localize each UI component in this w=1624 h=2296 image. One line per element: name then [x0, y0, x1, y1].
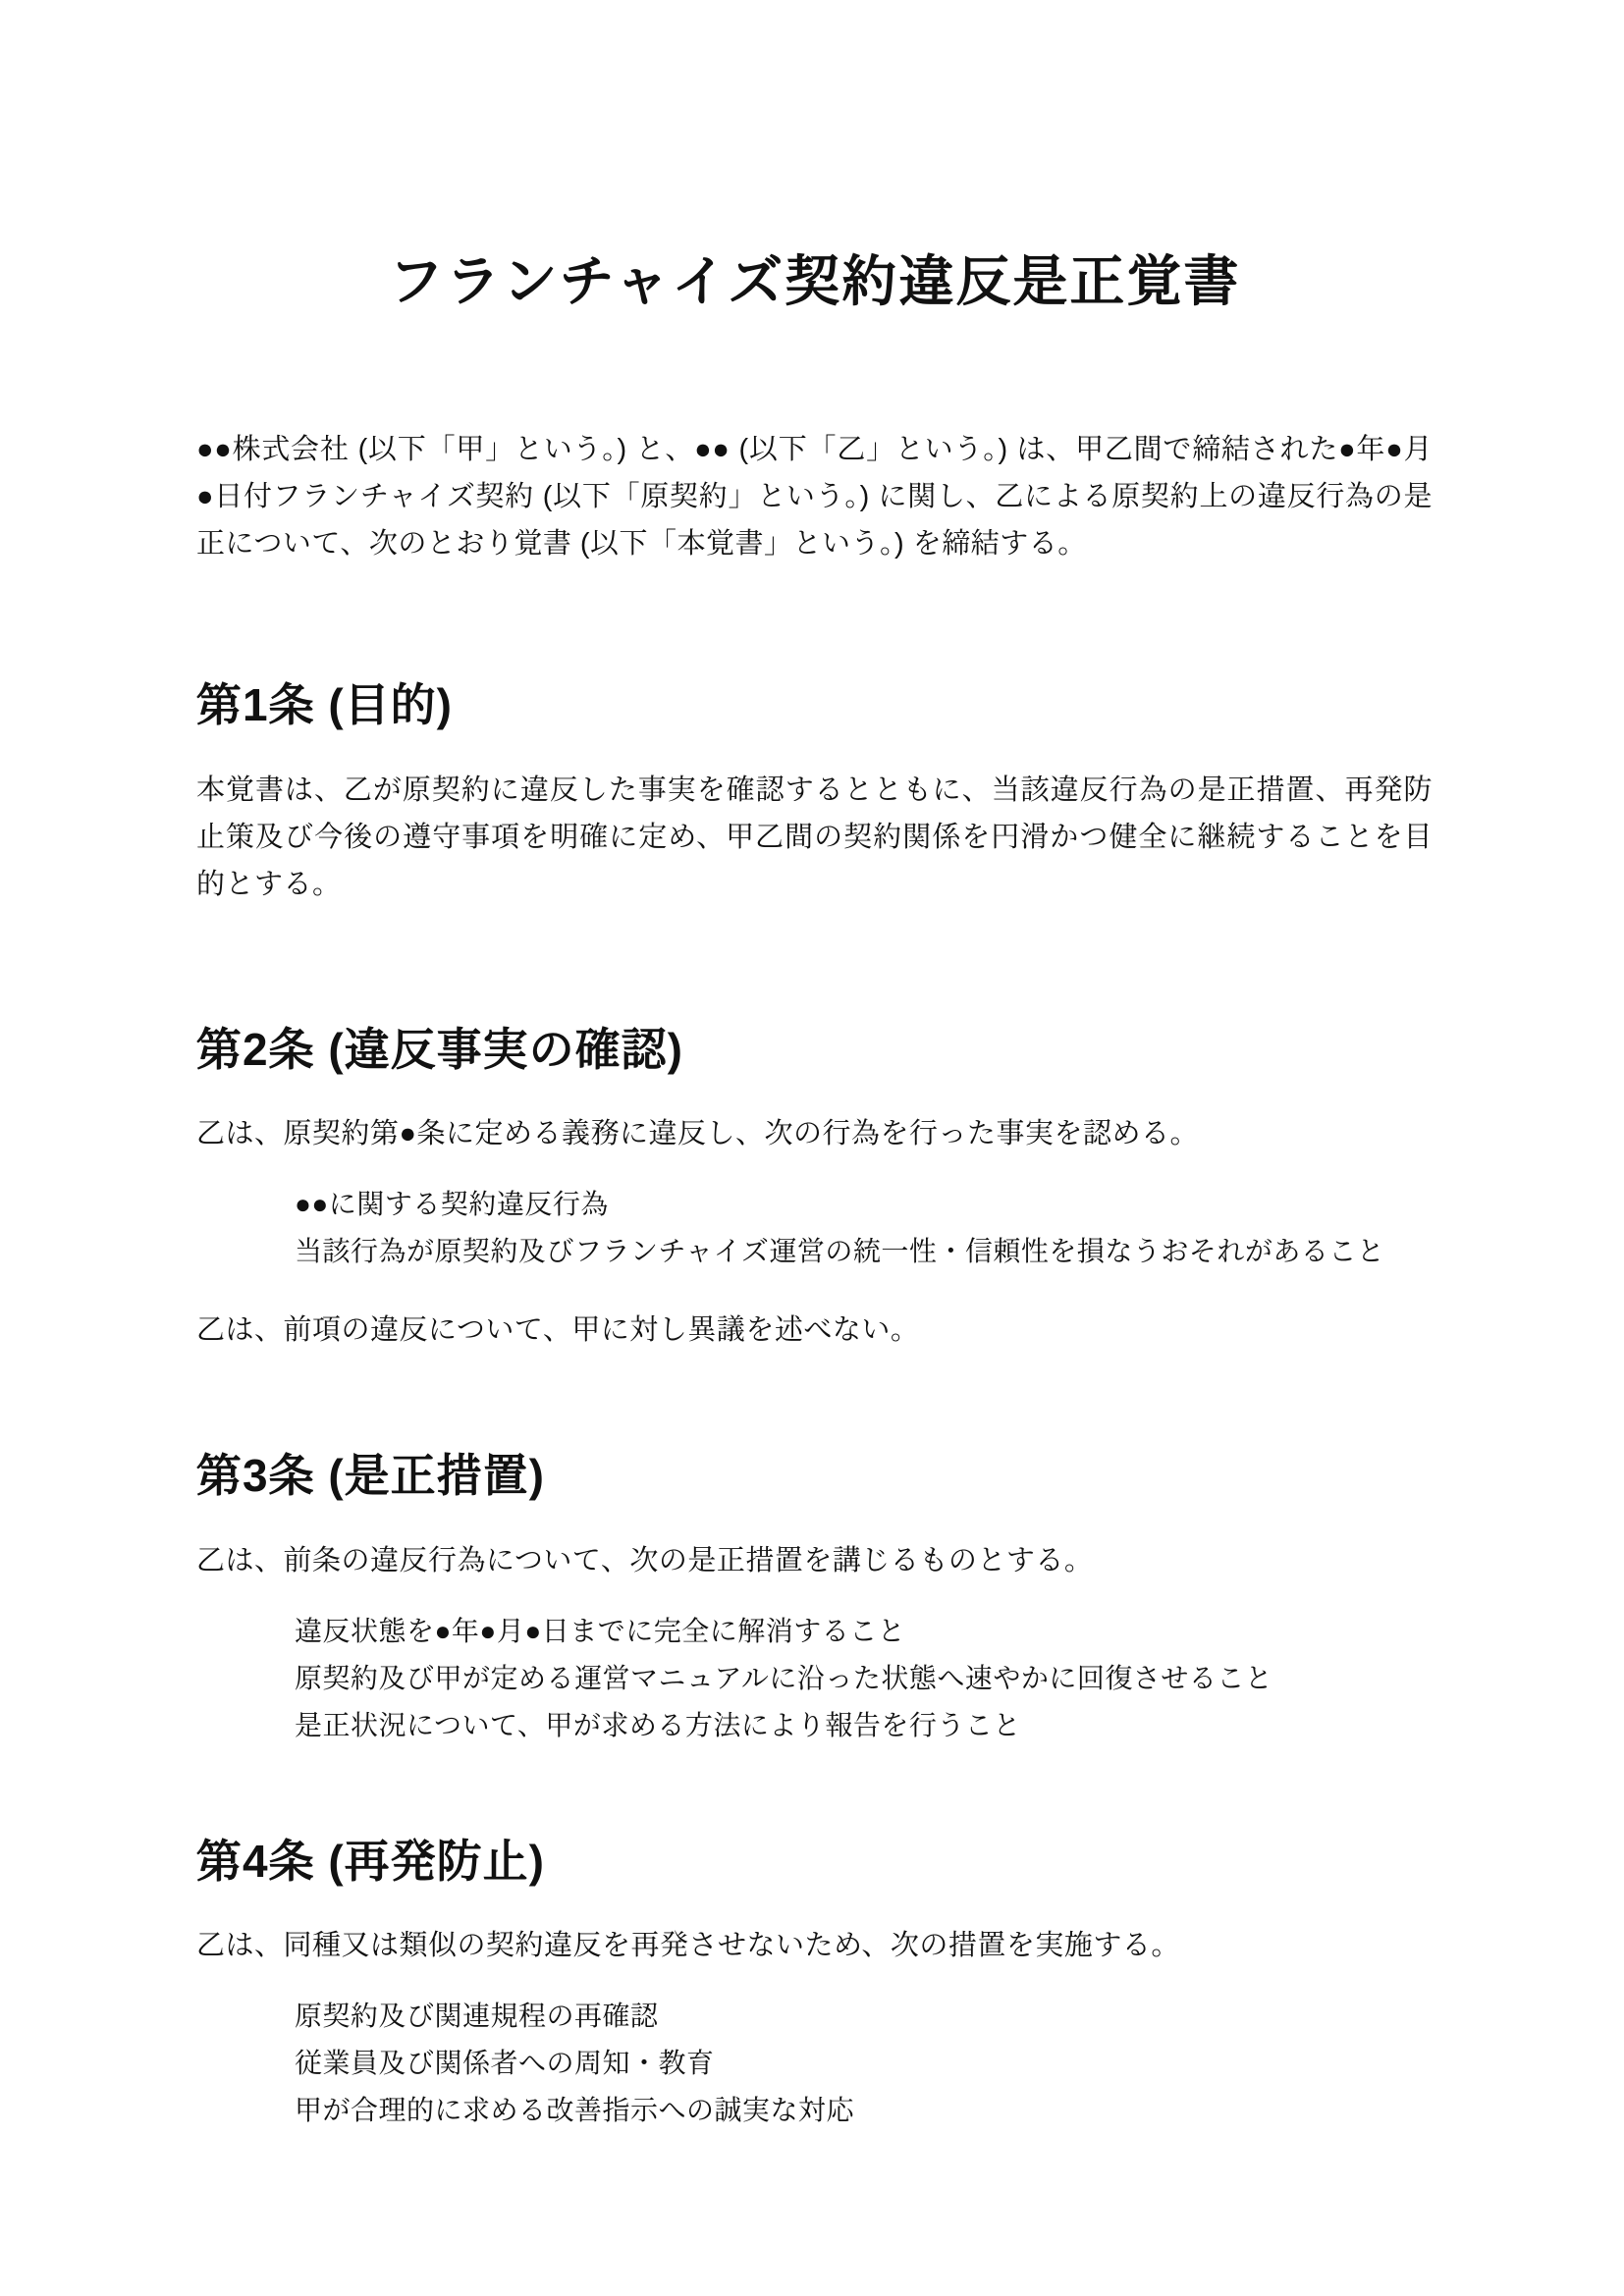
section-4-list-item-3: 甲が合理的に求める改善指示への誠実な対応 [295, 2094, 855, 2125]
section-2-heading: 第2条 (違反事実の確認) [196, 1023, 683, 1075]
section-1-heading: 第1条 (目的) [196, 679, 453, 731]
section-article-2 [196, 1018, 1433, 1354]
section-article-1 [196, 673, 1433, 907]
section-3-heading: 第3条 (是正措置) [196, 1450, 545, 1502]
section-3-paragraph: 乙は、前条の違反行為について、次の是正措置を講じるものとする。 [196, 1544, 1094, 1576]
section-4-list-item-2: 従業員及び関係者への周知・教育 [295, 2047, 715, 2078]
section-2-list [196, 1181, 1433, 1275]
section-2-list-item-1: ●●に関する契約違反行為 [295, 1189, 609, 1220]
section-3-list-item-1: 違反状態を●年●月●日までに完全に解消すること [295, 1615, 906, 1646]
section-1-paragraph: 本覚書は、乙が原契約に違反した事実を確認するとともに、当該違反行為の是正措置、再発防止策及び今後の遵守事項を明確に定め、甲乙間の契約関係を円滑かつ健全に継続することを目的とする。 [196, 774, 1433, 900]
section-3-list-item-3: 是正状況について、甲が求める方法により報告を行うこと [295, 1709, 1021, 1740]
section-4-paragraph: 乙は、同種又は類似の契約違反を再発させないため、次の措置を実施する。 [196, 1929, 1180, 1961]
section-3-list-item-2: 原契約及び甲が定める運営マニュアルに沿った状態へ速やかに回復させること [295, 1662, 1273, 1693]
preamble-paragraph: ●●株式会社 (以下「甲」という。) と、●● (以下「乙」という。) は、甲乙間で締結された●年●月●日付フランチャイズ契約 (以下「原契約」という。) に関し、乙による原契約上の違反行為の是正について、次のとおり覚書 (以下「本覚書」という。) を締結する。 [196, 434, 1433, 561]
section-3-list [196, 1608, 1433, 1749]
section-4-list-item-1: 原契約及び関連規程の再確認 [295, 2000, 659, 2031]
section-2-closing-paragraph: 乙は、前項の違反について、甲に対し異議を述べない。 [196, 1314, 920, 1347]
section-4-heading: 第4条 (再発防止) [196, 1835, 545, 1887]
section-article-4 [196, 1830, 1433, 2134]
section-2-list-item-2: 当該行為が原契約及びフランチャイズ運営の統一性・信頼性を損なうおそれがあること [295, 1236, 1385, 1267]
section-4-list [196, 1993, 1433, 2134]
document-title: フランチャイズ契約違反是正覚書 [388, 250, 1241, 312]
section-2-paragraph: 乙は、原契約第●条に定める義務に違反し、次の行為を行った事実を認める。 [196, 1118, 1200, 1150]
section-article-3 [196, 1444, 1433, 1748]
